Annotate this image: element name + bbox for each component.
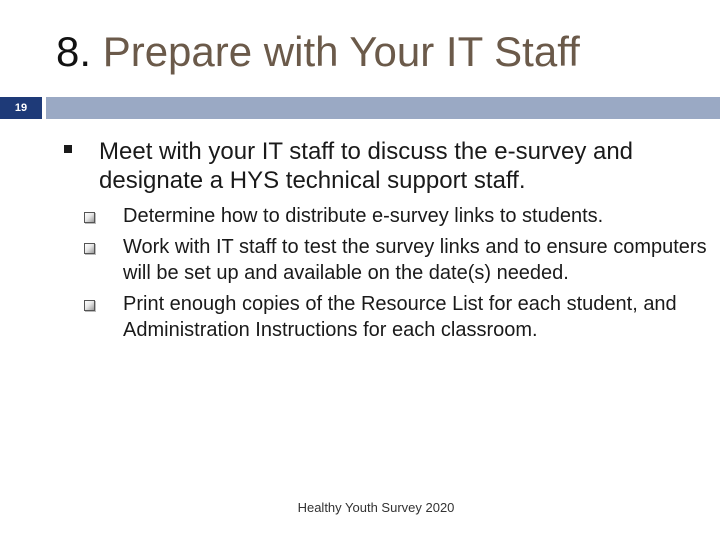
slide-number-badge <box>0 97 42 119</box>
sub-bullet-text: Determine how to distribute e-survey links to students. <box>123 205 604 227</box>
slide-title-text: Prepare with Your IT Staff <box>102 28 580 75</box>
checkbox-bullet-icon <box>84 243 95 254</box>
slide-number: 19 <box>14 102 28 114</box>
slide-footer: Healthy Youth Survey 2020 <box>297 500 455 515</box>
main-bullet-text: Meet with your IT staff to discuss the e-survey and designate a HYS technical support staff. <box>99 138 634 194</box>
square-bullet-icon <box>64 145 72 153</box>
sub-bullet-list <box>84 203 714 348</box>
sub-bullet-item <box>84 203 714 229</box>
sub-bullet-text: Print enough copies of the Resource List for each student, and Administration Instructions for each classroom. <box>123 293 677 341</box>
checkbox-bullet-icon <box>84 300 95 311</box>
checkbox-bullet-icon <box>84 212 95 223</box>
slide-title <box>56 26 580 78</box>
sub-bullet-item <box>84 291 714 343</box>
sub-bullet-text: Work with IT staff to test the survey links and to ensure computers will be set up and available on the date(s) needed. <box>123 236 707 284</box>
slide-title-number: 8. <box>56 28 92 75</box>
sub-bullet-item <box>84 234 714 286</box>
header-divider-bar <box>46 97 720 119</box>
